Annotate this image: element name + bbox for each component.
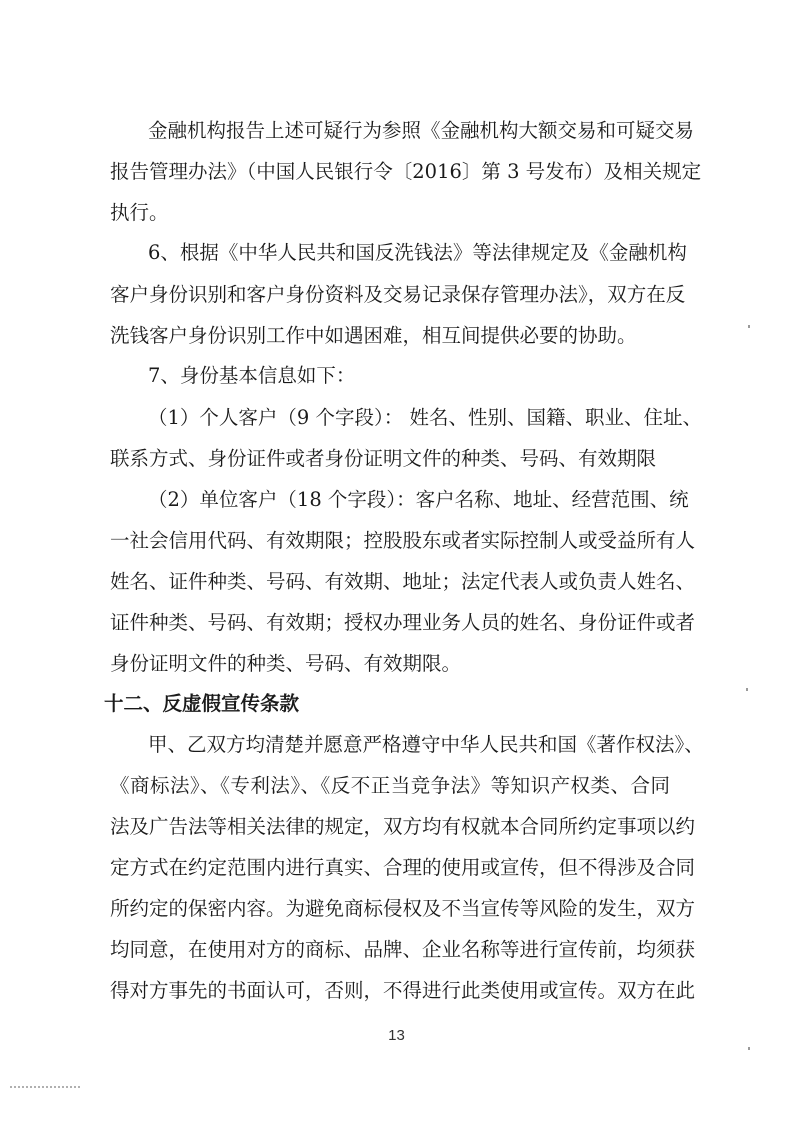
paragraph-line: 甲、乙双方均清楚并愿意严格遵守中华人民共和国《著作权法》、 [148,733,704,756]
paragraph-line: 身份证明文件的种类、号码、有效期限。 [110,652,462,675]
paragraph-line: 法及广告法等相关法律的规定，双方均有权就本合同所约定事项以约 [110,815,696,838]
paragraph-line: 一社会信用代码、有效期限；控股股东或者实际控制人或受益所有人 [110,529,696,552]
paragraph-line: 姓名、证件种类、号码、有效期、地址；法定代表人或负责人姓名、 [110,570,696,593]
paragraph-line: 7、身份基本信息如下： [148,364,356,387]
paragraph-line: （1）个人客户（9 个字段）： 姓名、性别、国籍、职业、住址、 [148,406,702,429]
paragraph-line: 6、根据《中华人民共和国反洗钱法》等法律规定及《金融机构 [148,241,687,264]
paragraph-line: 《商标法》、《专利法》、《反不正当竞争法》等知识产权类、合同 [110,774,670,797]
paragraph-line: 均同意，在使用对方的商标、品牌、企业名称等进行宣传前，均须获 [110,938,696,961]
paragraph-line: 所约定的保密内容。为避免商标侵权及不当宣传等风险的发生，双方 [110,897,696,920]
section-heading: 十二、反虚假宣传条款 [104,692,300,715]
page-number: 13 [388,1027,405,1044]
paragraph-line: 洗钱客户身份识别工作中如遇困难，相互间提供必要的协助。 [110,324,637,347]
paragraph-line: （2）单位客户（18 个字段）：客户名称、地址、经营范围、统 [148,488,689,511]
paragraph-line: 执行。 [110,201,169,224]
paragraph-line: 得对方事先的书面认可，否则，不得进行此类使用或宣传。双方在此 [110,979,696,1002]
scan-speck [748,1047,750,1050]
paragraph-line: 报告管理办法》（中国人民银行令〔2016〕第 3 号发布）及相关规定 [110,160,702,183]
paragraph-line: 金融机构报告上述可疑行为参照《金融机构大额交易和可疑交易 [148,119,695,142]
paragraph-line: 联系方式、身份证件或者身份证明文件的种类、号码、有效期限 [110,447,657,470]
scan-artifact [10,1086,80,1088]
scan-speck [748,325,750,328]
paragraph-line: 证件种类、号码、有效期；授权办理业务人员的姓名、身份证件或者 [110,611,696,634]
scan-speck [746,688,748,691]
paragraph-line: 客户身份识别和客户身份资料及交易记录保存管理办法》，双方在反 [110,283,686,306]
paragraph-line: 定方式在约定范围内进行真实、合理的使用或宣传，但不得涉及合同 [110,856,696,879]
